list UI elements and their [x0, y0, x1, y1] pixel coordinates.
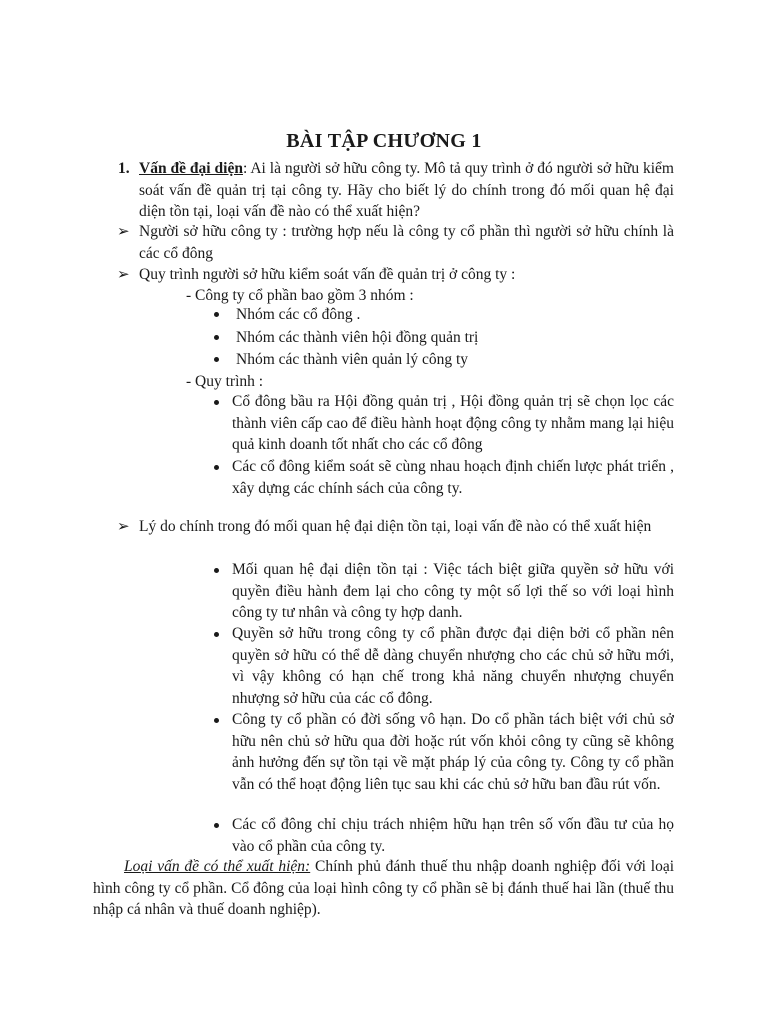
list-item: Quyền sở hữu trong công ty cổ phần được đại diện bởi cổ phần nên quyền sở hữu có thể dễ dàng chuyển nhượng cho các chủ sở hữu mới, vì vậy không có hạn chế trong khả năng chuyển nhượng chuyển nhượng sở hữu của các cổ đông.	[232, 625, 674, 707]
reason-paragraph: Lý do chính trong đó mối quan hệ đại diện tồn tại, loại vấn đề nào có thể xuất hiện	[139, 518, 652, 535]
question-1	[139, 158, 674, 223]
arrow-bullet-icon: ➢	[117, 517, 130, 535]
bullet-icon	[214, 465, 219, 470]
list-item: Nhóm các thành viên quản lý công ty	[236, 351, 469, 368]
conclusion-paragraph	[93, 856, 674, 921]
bullet-icon	[214, 823, 219, 828]
list-item: Các cổ đông chỉ chịu trách nhiệm hữu hạn trên số vốn đầu tư của họ vào cổ phần của công ty.	[232, 816, 674, 855]
conclusion-text: Chính phủ đánh thuế thu nhập doanh nghiệp đối với loại hình công ty cổ phần. Cổ đông của loại hình công ty cổ phần sẽ bị đánh thuế hai lần (thuế thu nhập cá nhân và thuế doanh nghiệp).	[93, 858, 675, 918]
group-label-process: - Quy trình :	[186, 373, 264, 390]
bullet-icon	[214, 568, 219, 573]
question-text: : Ai là người sở hữu công ty. Mô tả quy trình ở đó người sở hữu kiểm soát vấn đề quản trị tại công ty. Hãy cho biết lý do chính trong đó mối quan hệ đại diện tồn tại, loại vấn đề nào có thể xuất hiện?	[139, 160, 674, 220]
bullet-icon	[214, 357, 219, 362]
group-label-companies: - Công ty cổ phần bao gồm 3 nhóm :	[186, 287, 414, 304]
list-item: Nhóm các thành viên hội đồng quản trị	[236, 329, 479, 346]
arrow-bullet-icon: ➢	[117, 222, 130, 240]
list-item: Nhóm các cổ đông .	[236, 306, 361, 323]
list-item: Công ty cổ phần có đời sống vô hạn. Do cổ phần tách biệt với chủ sở hữu nên chủ sở hữu qua đời hoặc rút vốn khỏi công ty cũng sẽ không ảnh hưởng đến sự tồn tại về mặt pháp lý của công ty. Công ty cổ phần vẫn có thể hoạt động liên tục sau khi các chủ sở hữu ban đầu rút vốn.	[232, 711, 674, 793]
bullet-icon	[214, 335, 219, 340]
list-item: Mối quan hệ đại diện tồn tại : Việc tách biệt giữa quyền sở hữu với quyền điều hành đem lại cho công ty một số lợi thế so với loại hình công ty tư nhân và công ty hợp danh.	[232, 561, 674, 621]
bullet-icon	[214, 718, 219, 723]
list-item: Cổ đông bầu ra Hội đồng quản trị , Hội đồng quản trị sẽ chọn lọc các thành viên cấp cao để điều hành hoạt động công ty nhằm mang lại hiệu quả kinh doanh tốt nhất cho các cổ đông	[232, 393, 674, 453]
bullet-icon	[214, 400, 219, 405]
owner-paragraph: Người sở hữu công ty : trường hợp nếu là công ty cổ phần thì người sở hữu chính là các cổ đông	[139, 223, 674, 262]
process-heading: Quy trình người sở hữu kiểm soát vấn đề quản trị ở công ty :	[139, 266, 516, 283]
page-title: BÀI TẬP CHƯƠNG 1	[286, 130, 482, 152]
question-heading: Vấn đề đại diện	[139, 160, 243, 177]
bullet-icon	[214, 632, 219, 637]
conclusion-label: Loại vấn đề có thể xuất hiện:	[124, 858, 311, 875]
arrow-bullet-icon: ➢	[117, 265, 130, 283]
question-number: 1.	[118, 160, 130, 177]
bullet-icon	[214, 312, 219, 317]
list-item: Các cổ đông kiểm soát sẽ cùng nhau hoạch định chiến lược phát triển , xây dựng các chính sách của công ty.	[232, 458, 674, 497]
